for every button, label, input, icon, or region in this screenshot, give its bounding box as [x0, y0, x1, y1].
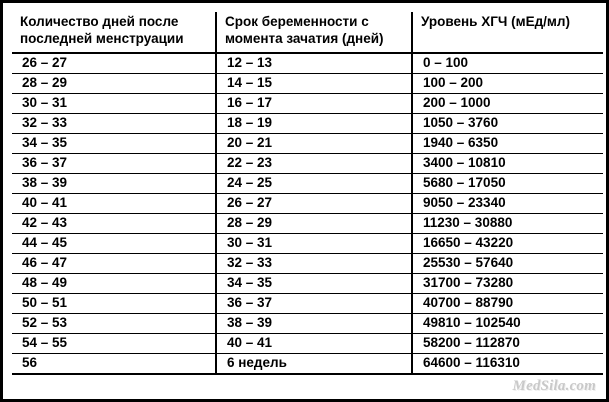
table-row — [12, 133, 603, 153]
table-row — [12, 293, 603, 313]
cell-days-since-menstruation: 56 — [12, 353, 216, 374]
column-header-days-since-conception: Срок беременности с момента зачатия (дней) — [216, 12, 412, 53]
cell-hcg-level: 31700 – 73280 — [412, 273, 603, 293]
cell-days-since-conception: 20 – 21 — [216, 133, 412, 153]
table-row — [12, 193, 603, 213]
table-body — [12, 53, 603, 374]
cell-days-since-menstruation: 40 – 41 — [12, 193, 216, 213]
cell-hcg-level: 100 – 200 — [412, 73, 603, 93]
table-row — [12, 253, 603, 273]
cell-hcg-level: 1050 – 3760 — [412, 113, 603, 133]
cell-days-since-menstruation: 26 – 27 — [12, 53, 216, 74]
watermark: MedSila.com — [512, 378, 596, 394]
cell-hcg-level: 64600 – 116310 — [412, 353, 603, 374]
cell-hcg-level: 3400 – 10810 — [412, 153, 603, 173]
cell-days-since-conception: 24 – 25 — [216, 173, 412, 193]
cell-days-since-conception: 16 – 17 — [216, 93, 412, 113]
table-row — [12, 333, 603, 353]
table-row — [12, 173, 603, 193]
table-header — [12, 12, 603, 53]
cell-days-since-menstruation: 32 – 33 — [12, 113, 216, 133]
cell-days-since-conception: 40 – 41 — [216, 333, 412, 353]
cell-hcg-level: 25530 – 57640 — [412, 253, 603, 273]
table-row — [12, 353, 603, 374]
cell-days-since-menstruation: 30 – 31 — [12, 93, 216, 113]
table-row — [12, 113, 603, 133]
cell-hcg-level: 200 – 1000 — [412, 93, 603, 113]
table-row — [12, 93, 603, 113]
cell-days-since-conception: 18 – 19 — [216, 113, 412, 133]
cell-days-since-conception: 28 – 29 — [216, 213, 412, 233]
cell-days-since-conception: 34 – 35 — [216, 273, 412, 293]
cell-days-since-menstruation: 42 – 43 — [12, 213, 216, 233]
cell-days-since-conception: 22 – 23 — [216, 153, 412, 173]
cell-days-since-menstruation: 48 – 49 — [12, 273, 216, 293]
table-row — [12, 233, 603, 253]
cell-days-since-menstruation: 50 – 51 — [12, 293, 216, 313]
table-row — [12, 313, 603, 333]
cell-hcg-level: 11230 – 30880 — [412, 213, 603, 233]
column-header-hcg-level: Уровень ХГЧ (мЕд/мл) — [412, 12, 603, 53]
table-row — [12, 273, 603, 293]
cell-hcg-level: 40700 – 88790 — [412, 293, 603, 313]
cell-days-since-conception: 38 – 39 — [216, 313, 412, 333]
cell-hcg-level: 5680 – 17050 — [412, 173, 603, 193]
cell-hcg-level: 49810 – 102540 — [412, 313, 603, 333]
cell-days-since-conception: 26 – 27 — [216, 193, 412, 213]
cell-days-since-conception: 36 – 37 — [216, 293, 412, 313]
cell-days-since-menstruation: 34 – 35 — [12, 133, 216, 153]
cell-days-since-menstruation: 36 – 37 — [12, 153, 216, 173]
cell-days-since-conception: 32 – 33 — [216, 253, 412, 273]
cell-days-since-menstruation: 52 – 53 — [12, 313, 216, 333]
column-header-days-since-menstruation: Количество дней после последней менструации — [12, 12, 216, 53]
table-header-row — [12, 12, 603, 53]
cell-days-since-menstruation: 54 – 55 — [12, 333, 216, 353]
cell-days-since-menstruation: 38 – 39 — [12, 173, 216, 193]
cell-days-since-conception: 14 – 15 — [216, 73, 412, 93]
cell-days-since-menstruation: 28 – 29 — [12, 73, 216, 93]
table-row — [12, 213, 603, 233]
cell-hcg-level: 16650 – 43220 — [412, 233, 603, 253]
table-row — [12, 73, 603, 93]
table-row — [12, 53, 603, 74]
table-row — [12, 153, 603, 173]
cell-hcg-level: 1940 – 6350 — [412, 133, 603, 153]
cell-hcg-level: 9050 – 23340 — [412, 193, 603, 213]
cell-days-since-conception: 6 недель — [216, 353, 412, 374]
hcg-levels-table — [12, 12, 603, 375]
cell-hcg-level: 58200 – 112870 — [412, 333, 603, 353]
cell-days-since-conception: 12 – 13 — [216, 53, 412, 74]
cell-hcg-level: 0 – 100 — [412, 53, 603, 74]
cell-days-since-menstruation: 44 – 45 — [12, 233, 216, 253]
cell-days-since-conception: 30 – 31 — [216, 233, 412, 253]
cell-days-since-menstruation: 46 – 47 — [12, 253, 216, 273]
